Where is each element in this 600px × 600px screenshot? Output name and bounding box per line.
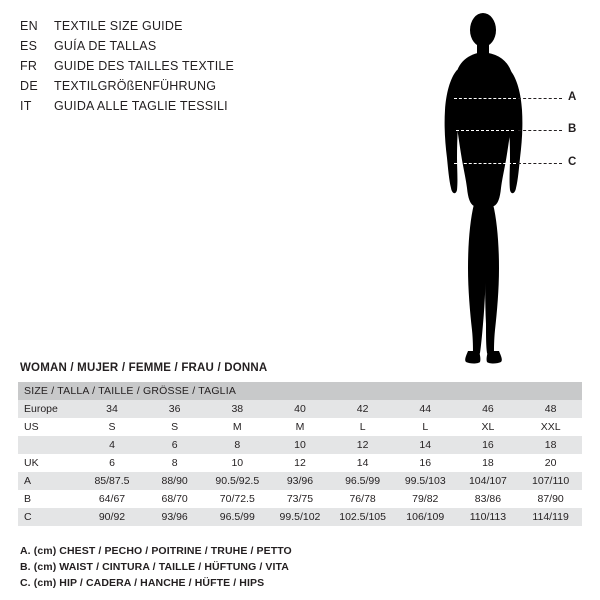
cell: 6 (143, 436, 206, 454)
measure-line-b-outer (518, 130, 562, 131)
language-row (20, 56, 350, 76)
cell: 46 (457, 400, 520, 418)
language-row (20, 96, 350, 116)
cell: 14 (394, 436, 457, 454)
table-header-label: SIZE / TALLA / TAILLE / GRÖSSE / TAGLIA (18, 382, 582, 400)
cell: 76/78 (331, 490, 394, 508)
cell: 10 (206, 454, 269, 472)
table-row (18, 436, 582, 454)
row-label: A (18, 472, 81, 490)
cell: 99.5/103 (394, 472, 457, 490)
measure-label-c: C (568, 156, 577, 168)
woman-silhouette-icon (400, 8, 590, 368)
woman-silhouette-figure (400, 8, 590, 368)
language-title-block (20, 16, 350, 116)
cell: 102.5/105 (331, 508, 394, 526)
row-label: UK (18, 454, 81, 472)
language-title: GUÍA DE TALLAS (54, 39, 157, 53)
cell: L (394, 418, 457, 436)
cell: 10 (269, 436, 332, 454)
cell: 96.5/99 (331, 472, 394, 490)
measure-line-a-outer (518, 98, 562, 99)
table-header-row (18, 382, 582, 400)
measure-line-b-inner (456, 130, 514, 131)
table-row (18, 472, 582, 490)
cell: 104/107 (457, 472, 520, 490)
cell: 106/109 (394, 508, 457, 526)
table-row (18, 400, 582, 418)
cell: 114/119 (519, 508, 582, 526)
cell: XXL (519, 418, 582, 436)
language-code: ES (20, 39, 38, 53)
language-title: GUIDE DES TAILLES TEXTILE (54, 59, 235, 73)
row-label: C (18, 508, 81, 526)
note-c: C. (cm) HIP / CADERA / HANCHE / HÜFTE / HIPS (20, 577, 265, 589)
measure-line-c-inner (454, 163, 516, 164)
cell: M (206, 418, 269, 436)
cell: 8 (206, 436, 269, 454)
row-label: US (18, 418, 81, 436)
measure-line-c-outer (518, 163, 562, 164)
cell: 93/96 (143, 508, 206, 526)
cell: 90/92 (81, 508, 144, 526)
language-code: EN (20, 19, 38, 33)
cell: 18 (457, 454, 520, 472)
language-row (20, 16, 350, 36)
table-row (18, 454, 582, 472)
table-row (18, 418, 582, 436)
cell: 88/90 (143, 472, 206, 490)
cell: 16 (457, 436, 520, 454)
cell: 99.5/102 (269, 508, 332, 526)
section-title: WOMAN / MUJER / FEMME / FRAU / DONNA (20, 362, 268, 374)
cell: 16 (394, 454, 457, 472)
measure-line-a-inner (454, 98, 516, 99)
size-table (18, 382, 582, 526)
cell: 6 (81, 454, 144, 472)
cell: 96.5/99 (206, 508, 269, 526)
note-a: A. (cm) CHEST / PECHO / POITRINE / TRUHE / PETTO (20, 545, 292, 557)
cell: 85/87.5 (81, 472, 144, 490)
language-row (20, 36, 350, 56)
cell: 44 (394, 400, 457, 418)
cell: 38 (206, 400, 269, 418)
language-title: TEXTILGRÖßENFÜHRUNG (54, 79, 217, 93)
language-title: GUIDA ALLE TAGLIE TESSILI (54, 99, 228, 113)
cell: S (81, 418, 144, 436)
language-title: TEXTILE SIZE GUIDE (54, 19, 183, 33)
table-row (18, 490, 582, 508)
cell: 42 (331, 400, 394, 418)
cell: 8 (143, 454, 206, 472)
cell: 68/70 (143, 490, 206, 508)
cell: S (143, 418, 206, 436)
cell: M (269, 418, 332, 436)
cell: 14 (331, 454, 394, 472)
row-label: Europe (18, 400, 81, 418)
cell: 48 (519, 400, 582, 418)
cell: 87/90 (519, 490, 582, 508)
cell: 36 (143, 400, 206, 418)
measure-label-b: B (568, 123, 577, 135)
cell: 70/72.5 (206, 490, 269, 508)
cell: 93/96 (269, 472, 332, 490)
measure-label-a: A (568, 91, 577, 103)
language-row (20, 76, 350, 96)
cell: 34 (81, 400, 144, 418)
cell: 20 (519, 454, 582, 472)
cell: 12 (269, 454, 332, 472)
cell: 40 (269, 400, 332, 418)
language-code: FR (20, 59, 38, 73)
cell: 79/82 (394, 490, 457, 508)
cell: 107/110 (519, 472, 582, 490)
table-row (18, 508, 582, 526)
cell: L (331, 418, 394, 436)
cell: 4 (81, 436, 144, 454)
note-b: B. (cm) WAIST / CINTURA / TAILLE / HÜFTUNG / VITA (20, 561, 289, 573)
cell: 73/75 (269, 490, 332, 508)
cell: XL (457, 418, 520, 436)
cell: 64/67 (81, 490, 144, 508)
cell: 12 (331, 436, 394, 454)
language-code: DE (20, 79, 38, 93)
cell: 83/86 (457, 490, 520, 508)
row-label (18, 436, 81, 454)
cell: 90.5/92.5 (206, 472, 269, 490)
cell: 110/113 (457, 508, 520, 526)
language-code: IT (20, 99, 32, 113)
cell: 18 (519, 436, 582, 454)
measurement-notes (20, 543, 580, 591)
row-label: B (18, 490, 81, 508)
